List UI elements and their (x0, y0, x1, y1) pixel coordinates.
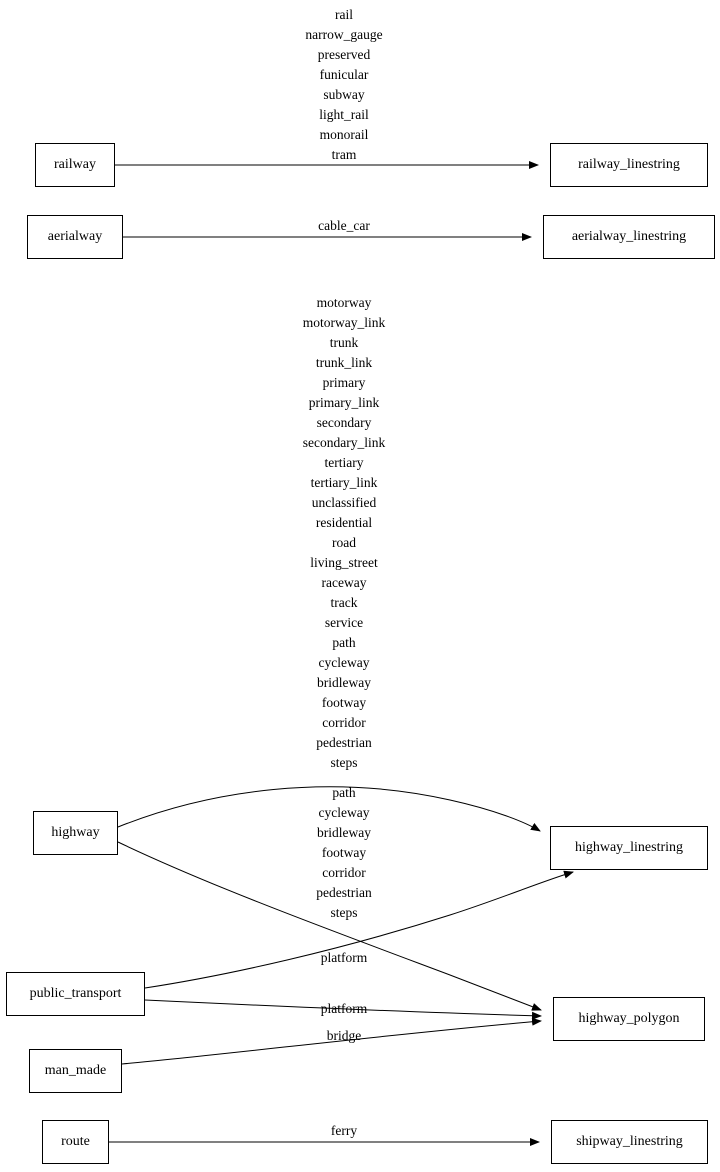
node-man_made[interactable] (29, 1049, 122, 1093)
edge-label-highway-polygon: path cycleway bridleway footway corridor pedestrian steps (316, 785, 372, 920)
node-label: aerialway (47, 229, 103, 244)
edge-label-public-transport-polygon: platform (320, 1001, 368, 1016)
edge-label-public-transport-linestring: platform (320, 950, 368, 965)
node-label: public_transport (29, 986, 122, 1001)
node-label: shipway_linestring (576, 1134, 683, 1149)
edge-label-route-ferry: ferry (330, 1123, 358, 1138)
node-highway[interactable] (33, 811, 118, 855)
node-aerialway_linestring[interactable] (543, 215, 715, 259)
node-label: railway_linestring (578, 157, 680, 172)
edge-label-highway-linestring: motorway motorway_link trunk trunk_link primary primary_link secondary secondary_link tertiary tertiary_link unclassified residential road living_street raceway track service path cycleway bridleway footway corridor pedestrian steps (302, 295, 386, 770)
edge-label-railway: rail narrow_gauge preserved funicular subway light_rail monorail tram (305, 7, 383, 162)
node-label: highway_linestring (574, 840, 684, 855)
node-railway_linestring[interactable] (550, 143, 708, 187)
node-highway_polygon[interactable] (553, 997, 705, 1041)
edge-label-aerialway: cable_car (318, 218, 370, 233)
node-label: man_made (44, 1063, 107, 1078)
node-aerialway[interactable] (27, 215, 123, 259)
node-label: highway (51, 825, 100, 840)
node-public_transport[interactable] (6, 972, 145, 1016)
node-railway[interactable] (35, 143, 115, 187)
node-label: railway (54, 157, 96, 172)
node-shipway_linestring[interactable] (551, 1120, 708, 1164)
node-label: route (61, 1134, 90, 1149)
node-highway_linestring[interactable] (550, 826, 708, 870)
node-label: aerialway_linestring (571, 229, 687, 244)
node-route[interactable] (42, 1120, 109, 1164)
edge-label-man-made-bridge: bridge (326, 1028, 362, 1043)
node-label: highway_polygon (578, 1011, 680, 1026)
